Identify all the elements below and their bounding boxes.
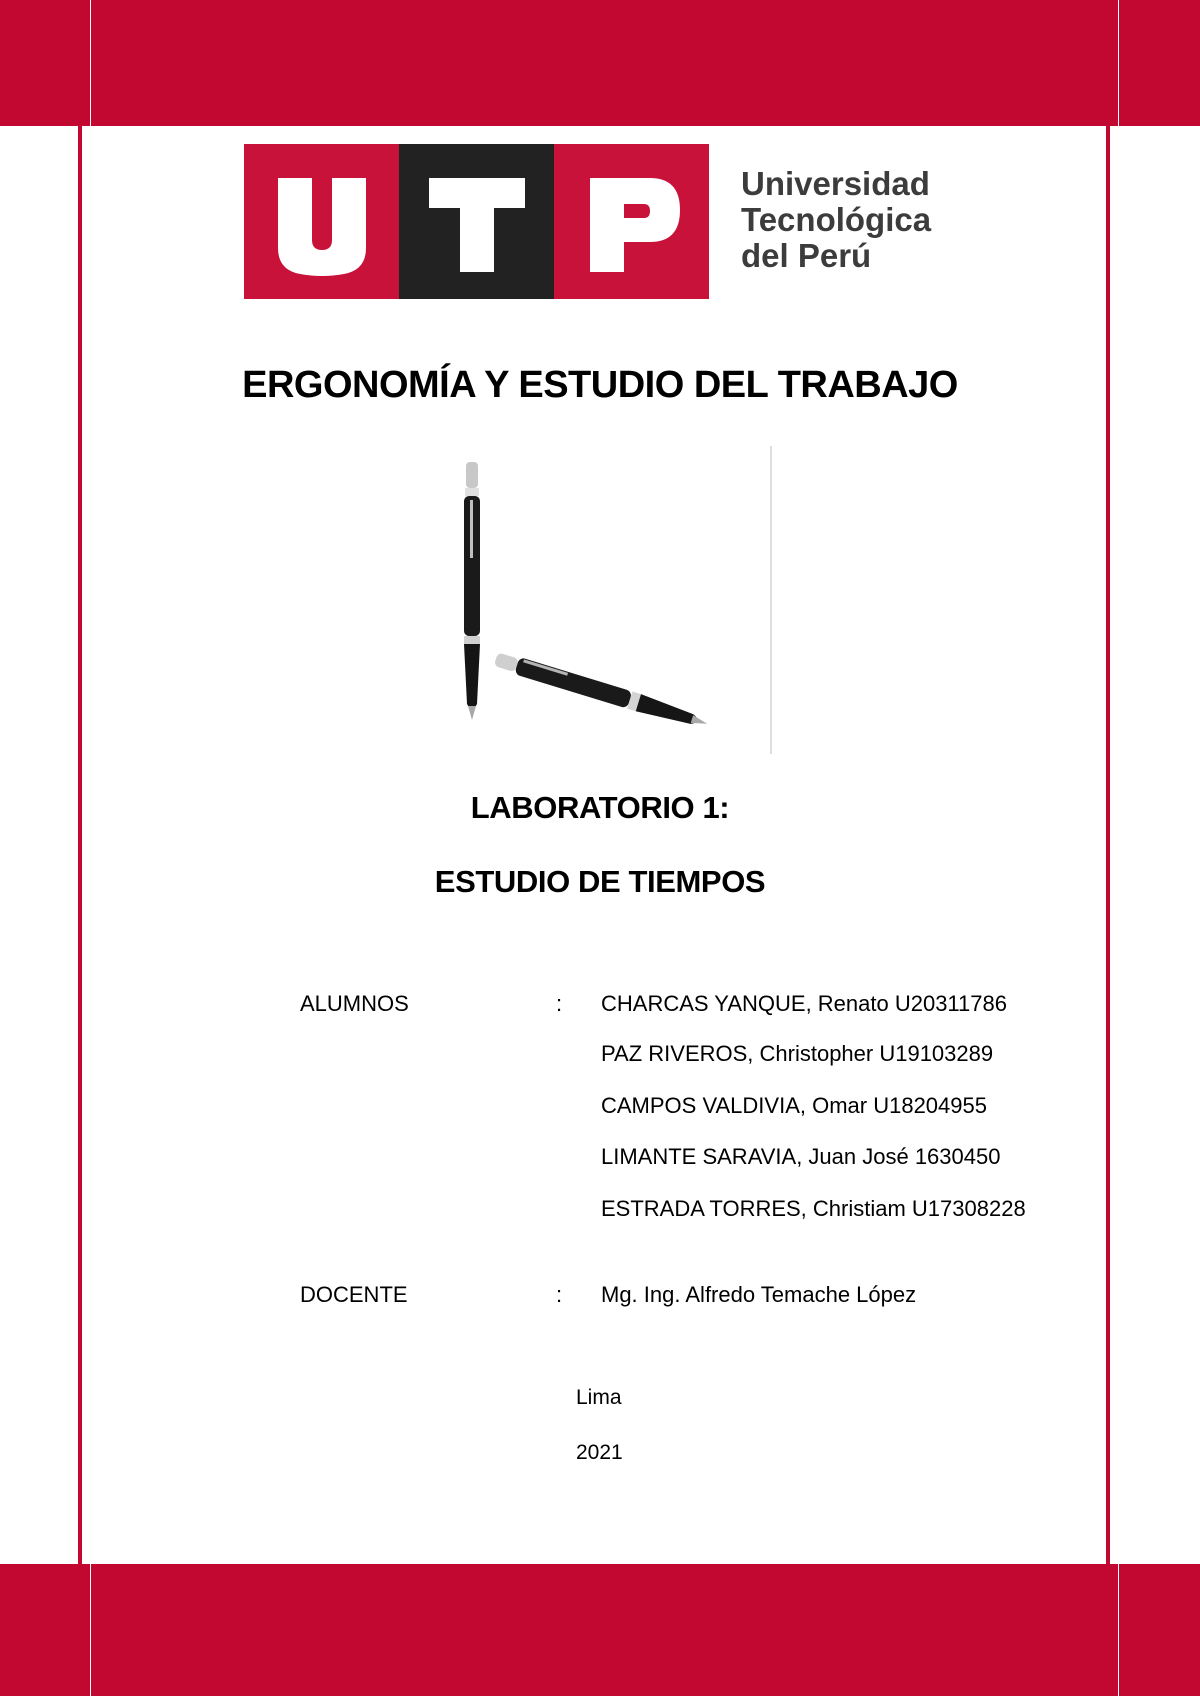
teacher-name: Mg. Ing. Alfredo Temache López: [601, 1282, 917, 1307]
bottom-red-band: [0, 1564, 1200, 1696]
student-3: CAMPOS VALDIVIA, Omar U18204955: [601, 1093, 987, 1118]
logo-letter-t: [399, 144, 554, 299]
teacher-colon: :: [556, 1282, 563, 1307]
logo-line-3: del Perú: [741, 237, 872, 274]
teacher-label: DOCENTE: [300, 1282, 408, 1307]
lab-subtitle: ESTUDIO DE TIEMPOS: [434, 864, 766, 899]
left-border-line: [78, 0, 82, 1696]
student-1: CHARCAS YANQUE, Renato U20311786: [601, 991, 1007, 1016]
pens-image: [420, 444, 772, 756]
left-border-gap: [90, 0, 91, 1696]
logo-wordmark: [741, 166, 931, 274]
right-border-gap: [1118, 0, 1119, 1696]
student-5: ESTRADA TORRES, Christiam U17308228: [601, 1196, 1026, 1221]
document-title: ERGONOMÍA Y ESTUDIO DEL TRABAJO: [242, 364, 958, 406]
lab-title: LABORATORIO 1:: [470, 790, 730, 825]
utp-logo: [244, 144, 964, 299]
right-border-line: [1106, 0, 1110, 1696]
student-2: PAZ RIVEROS, Christopher U19103289: [601, 1041, 994, 1066]
students-colon: :: [556, 991, 563, 1016]
logo-letter-u: [244, 144, 399, 299]
student-4: LIMANTE SARAVIA, Juan José 1630450: [601, 1144, 1001, 1169]
logo-line-2: Tecnológica: [741, 201, 932, 238]
city: Lima: [576, 1386, 622, 1409]
logo-line-1: Universidad: [741, 165, 930, 202]
logo-letter-p: [554, 144, 709, 299]
top-red-band: [0, 0, 1200, 126]
students-label: ALUMNOS: [300, 991, 409, 1016]
year: 2021: [576, 1441, 623, 1464]
